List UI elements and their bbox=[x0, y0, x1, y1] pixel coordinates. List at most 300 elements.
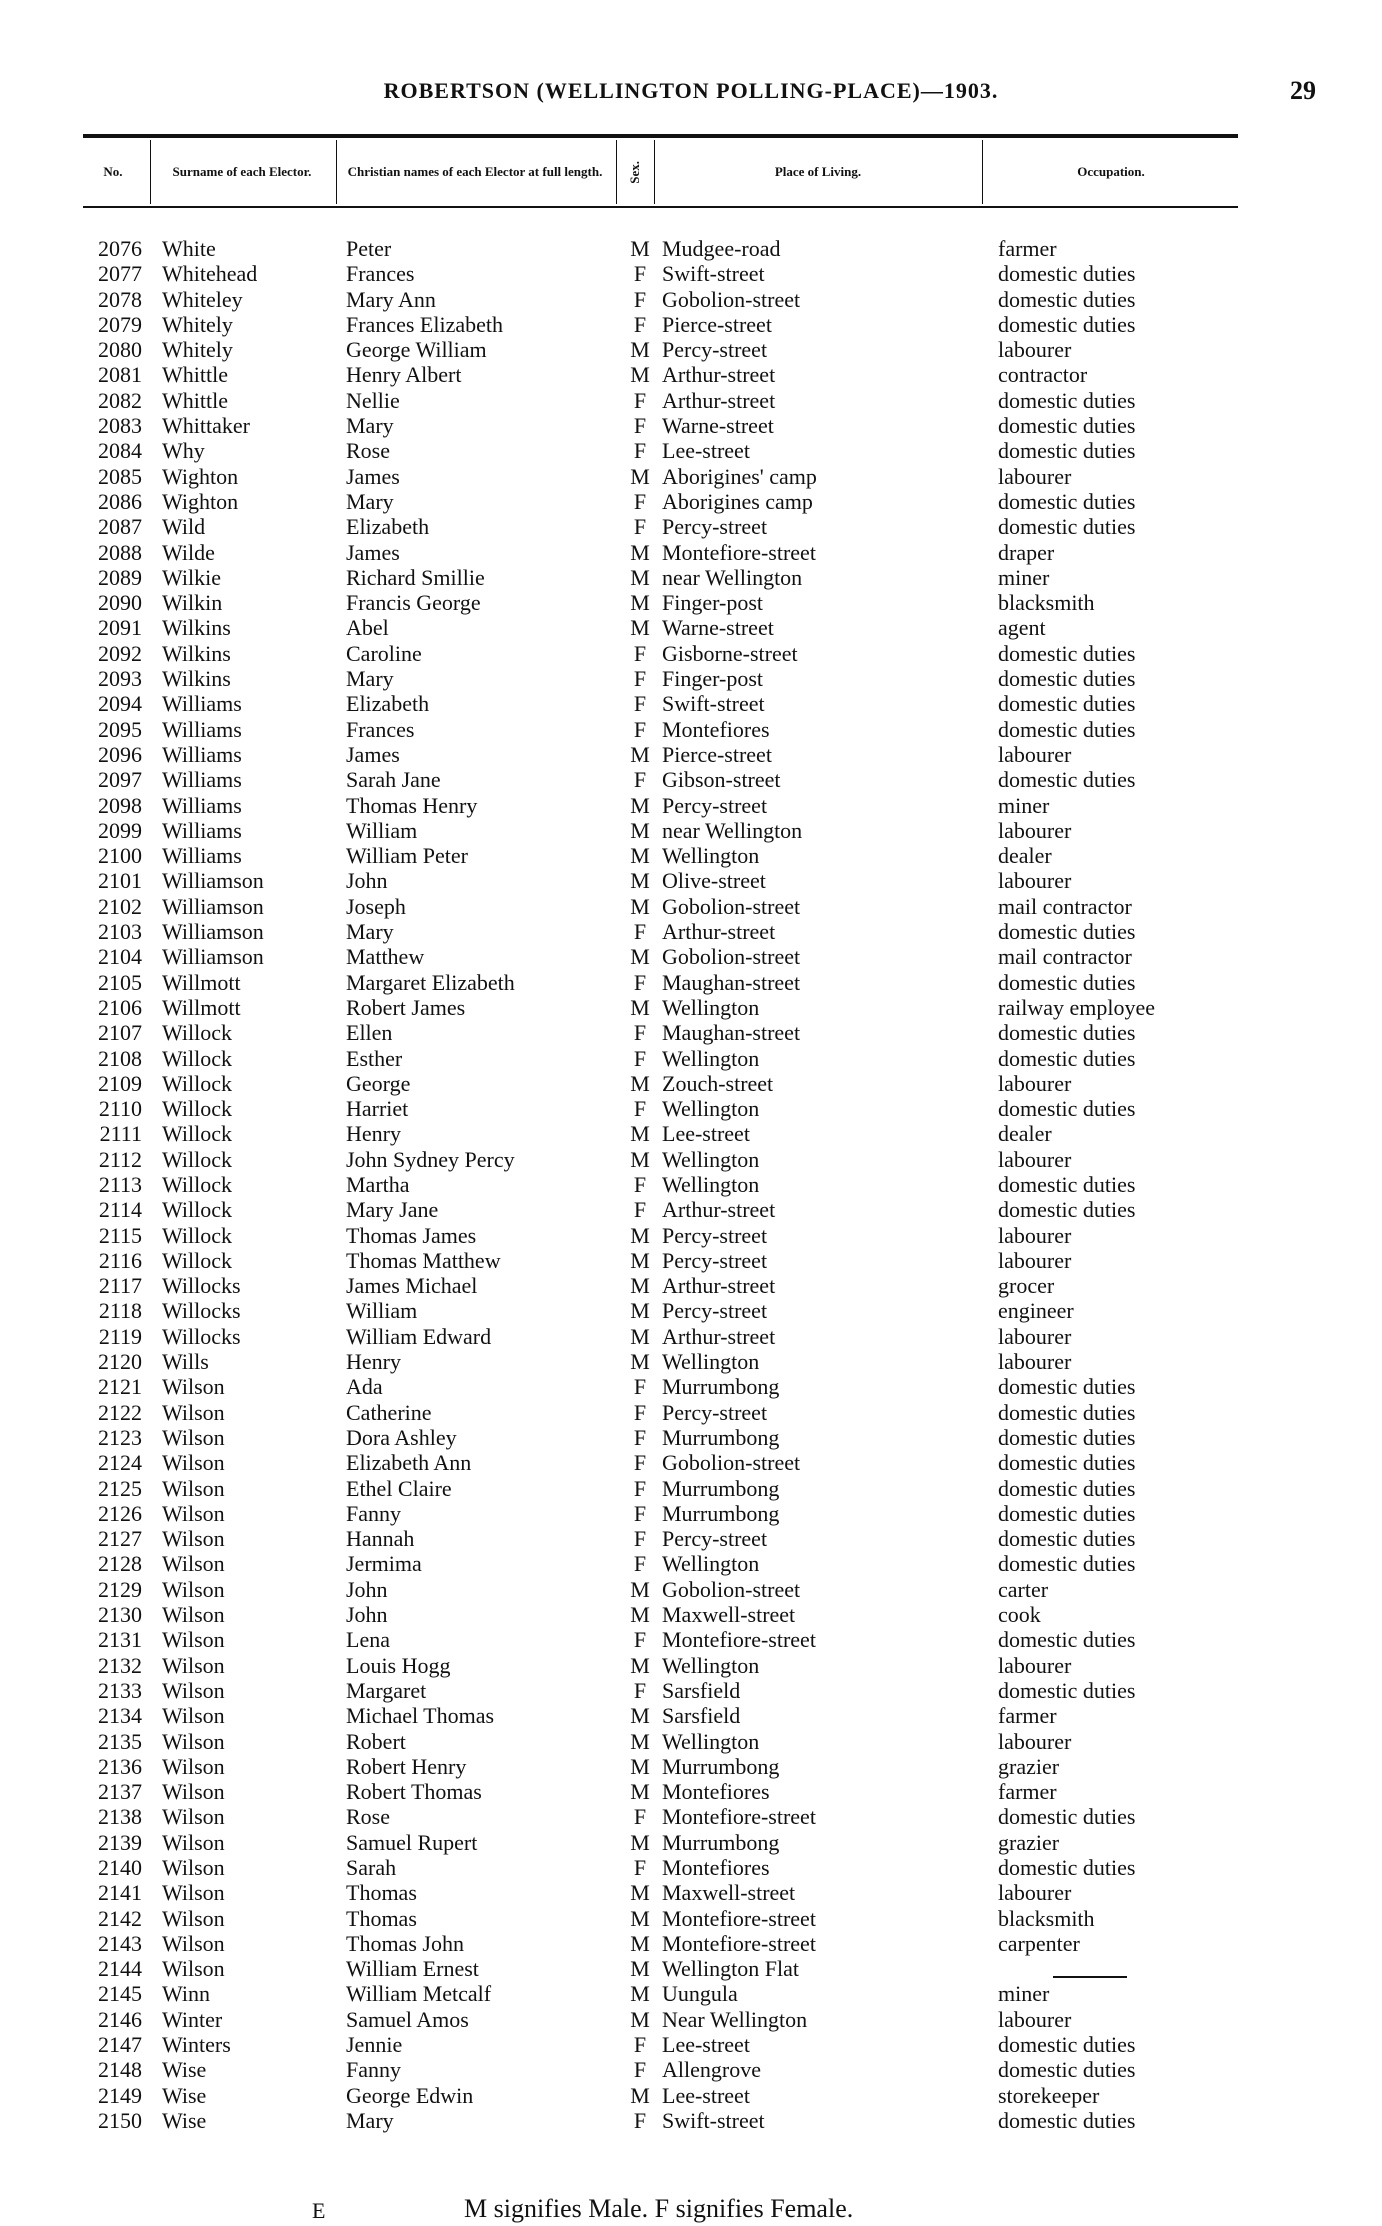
elector-place-of-living: Aborigines' camp bbox=[662, 463, 817, 489]
elector-sex: M bbox=[630, 1070, 650, 1096]
elector-surname: Wilson bbox=[162, 1627, 225, 1653]
elector-surname: Wilson bbox=[162, 1779, 225, 1805]
elector-surname: Williams bbox=[162, 691, 242, 717]
elector-sex: M bbox=[630, 2082, 650, 2108]
elector-christian-names: James Michael bbox=[346, 1273, 478, 1299]
elector-number: 2092 bbox=[98, 640, 142, 666]
elector-surname: Willock bbox=[162, 1171, 232, 1197]
elector-surname: Wilkie bbox=[162, 564, 221, 590]
elector-surname: Winn bbox=[162, 1981, 210, 2007]
elector-surname: Whitely bbox=[162, 337, 233, 363]
column-divider bbox=[150, 140, 151, 204]
elector-surname: Whittle bbox=[162, 362, 228, 388]
column-header-occupation: Occupation. bbox=[1077, 164, 1145, 180]
elector-christian-names: Mary bbox=[346, 488, 394, 514]
elector-place-of-living: Wellington bbox=[662, 1171, 760, 1197]
table-row bbox=[0, 1855, 1382, 1880]
elector-christian-names: Samuel Rupert bbox=[346, 1829, 478, 1855]
elector-place-of-living: Percy-street bbox=[662, 792, 768, 818]
elector-surname: Willocks bbox=[162, 1323, 241, 1349]
elector-sex: M bbox=[630, 236, 650, 261]
elector-place-of-living: Maxwell-street bbox=[662, 1880, 796, 1906]
elector-number: 2136 bbox=[98, 1753, 142, 1779]
elector-place-of-living: Montefiore-street bbox=[662, 1804, 816, 1830]
column-divider bbox=[982, 140, 983, 204]
table-row bbox=[0, 767, 1382, 792]
elector-occupation: domestic duties bbox=[998, 1500, 1136, 1526]
elector-sex: M bbox=[630, 1829, 650, 1855]
elector-surname: Wilson bbox=[162, 1652, 225, 1678]
elector-sex: F bbox=[633, 1374, 647, 1400]
elector-sex: F bbox=[633, 1450, 647, 1476]
elector-sex: F bbox=[633, 1020, 647, 1046]
elector-surname: Wilson bbox=[162, 1677, 225, 1703]
elector-sex: M bbox=[630, 1956, 650, 1982]
elector-surname: Wild bbox=[162, 514, 206, 540]
elector-place-of-living: Percy-street bbox=[662, 1222, 768, 1248]
elector-christian-names: James bbox=[346, 539, 400, 565]
elector-surname: Whiteley bbox=[162, 286, 243, 312]
elector-sex: M bbox=[630, 792, 650, 818]
elector-christian-names: James bbox=[346, 741, 400, 767]
elector-surname: Wilkins bbox=[162, 615, 231, 641]
elector-christian-names: William Ernest bbox=[346, 1956, 479, 1982]
elector-christian-names: Jennie bbox=[346, 2032, 403, 2058]
table-row bbox=[0, 2057, 1382, 2082]
elector-sex: F bbox=[633, 311, 647, 337]
table-row bbox=[0, 590, 1382, 615]
elector-number: 2102 bbox=[98, 893, 142, 919]
elector-occupation: dealer bbox=[998, 843, 1052, 869]
elector-sex: F bbox=[633, 1424, 647, 1450]
elector-surname: Wilkins bbox=[162, 666, 231, 692]
elector-sex: F bbox=[633, 514, 647, 540]
elector-occupation: labourer bbox=[998, 1652, 1072, 1678]
elector-number: 2124 bbox=[98, 1450, 142, 1476]
elector-christian-names: Peter bbox=[346, 236, 392, 261]
elector-christian-names: Dora Ashley bbox=[346, 1424, 457, 1450]
elector-sex: F bbox=[633, 691, 647, 717]
elector-occupation: domestic duties bbox=[998, 1804, 1136, 1830]
elector-place-of-living: Wellington Flat bbox=[662, 1956, 799, 1982]
elector-christian-names: Thomas bbox=[346, 1905, 417, 1931]
elector-occupation: miner bbox=[998, 564, 1050, 590]
elector-christian-names: George Edwin bbox=[346, 2082, 474, 2108]
column-divider bbox=[616, 140, 617, 204]
elector-place-of-living: Allengrove bbox=[662, 2057, 761, 2083]
elector-number: 2093 bbox=[98, 666, 142, 692]
elector-number: 2135 bbox=[98, 1728, 142, 1754]
elector-christian-names: Robert Henry bbox=[346, 1753, 467, 1779]
table-row bbox=[0, 1804, 1382, 1829]
table-row bbox=[0, 514, 1382, 539]
elector-occupation: domestic duties bbox=[998, 1020, 1136, 1046]
elector-occupation: engineer bbox=[998, 1298, 1074, 1324]
elector-number: 2126 bbox=[98, 1500, 142, 1526]
elector-christian-names: Martha bbox=[346, 1171, 410, 1197]
elector-number: 2119 bbox=[98, 1323, 142, 1349]
table-row bbox=[0, 1096, 1382, 1121]
elector-number: 2077 bbox=[98, 261, 142, 287]
footer-sex-legend: M signifies Male. F signifies Female. bbox=[464, 2194, 854, 2223]
elector-place-of-living: Montefiores bbox=[662, 716, 770, 742]
elector-occupation: domestic duties bbox=[998, 1374, 1136, 1400]
elector-surname: Wilson bbox=[162, 1450, 225, 1476]
elector-occupation: domestic duties bbox=[998, 2032, 1136, 2058]
table-row bbox=[0, 1121, 1382, 1146]
elector-occupation: labourer bbox=[998, 868, 1072, 894]
elector-occupation: mail contractor bbox=[998, 944, 1132, 970]
elector-surname: Wise bbox=[162, 2107, 207, 2133]
elector-number: 2110 bbox=[98, 1096, 142, 1122]
table-row bbox=[0, 1981, 1382, 2006]
elector-christian-names: Abel bbox=[346, 615, 389, 641]
elector-christian-names: John bbox=[346, 1576, 388, 1602]
elector-sex: F bbox=[633, 438, 647, 464]
table-row bbox=[0, 1577, 1382, 1602]
elector-occupation: labourer bbox=[998, 817, 1072, 843]
elector-occupation: domestic duties bbox=[998, 387, 1136, 413]
elector-place-of-living: Swift-street bbox=[662, 261, 765, 287]
elector-number: 2122 bbox=[98, 1399, 142, 1425]
elector-christian-names: Thomas James bbox=[346, 1222, 477, 1248]
elector-number: 2078 bbox=[98, 286, 142, 312]
elector-number: 2090 bbox=[98, 590, 142, 616]
elector-sex: F bbox=[633, 2032, 647, 2058]
elector-christian-names: Ellen bbox=[346, 1020, 393, 1046]
elector-christian-names: Mary Jane bbox=[346, 1197, 439, 1223]
elector-number: 2121 bbox=[98, 1374, 142, 1400]
elector-surname: Wilson bbox=[162, 1526, 225, 1552]
elector-number: 2149 bbox=[98, 2082, 142, 2108]
elector-christian-names: Thomas John bbox=[346, 1930, 464, 1956]
elector-place-of-living: Arthur-street bbox=[662, 1273, 776, 1299]
elector-number: 2104 bbox=[98, 944, 142, 970]
elector-place-of-living: Wellington bbox=[662, 994, 760, 1020]
elector-surname: Whitely bbox=[162, 311, 233, 337]
elector-occupation: blacksmith bbox=[998, 1905, 1095, 1931]
elector-place-of-living: Gobolion-street bbox=[662, 1576, 801, 1602]
elector-occupation: domestic duties bbox=[998, 767, 1136, 793]
table-row bbox=[0, 337, 1382, 362]
elector-christian-names: Caroline bbox=[346, 640, 422, 666]
elector-sex: F bbox=[633, 666, 647, 692]
elector-place-of-living: Percy-street bbox=[662, 1526, 768, 1552]
elector-number: 2138 bbox=[98, 1804, 142, 1830]
elector-occupation: carter bbox=[998, 1576, 1049, 1602]
elector-occupation: domestic duties bbox=[998, 2057, 1136, 2083]
elector-place-of-living: Percy-street bbox=[662, 1399, 768, 1425]
elector-christian-names: Sarah bbox=[346, 1855, 397, 1880]
elector-number: 2097 bbox=[98, 767, 142, 793]
elector-number: 2099 bbox=[98, 817, 142, 843]
elector-occupation: labourer bbox=[998, 1070, 1072, 1096]
table-row bbox=[0, 1880, 1382, 1905]
elector-number: 2125 bbox=[98, 1475, 142, 1501]
table-row bbox=[0, 1020, 1382, 1045]
elector-surname: Wilkin bbox=[162, 590, 223, 616]
elector-number: 2132 bbox=[98, 1652, 142, 1678]
elector-sex: M bbox=[630, 1222, 650, 1248]
table-row bbox=[0, 717, 1382, 742]
column-header-sex: Sex. bbox=[627, 160, 643, 184]
elector-sex: M bbox=[630, 1298, 650, 1324]
elector-sex: M bbox=[630, 1121, 650, 1147]
elector-number: 2095 bbox=[98, 716, 142, 742]
elector-surname: Wilson bbox=[162, 1500, 225, 1526]
elector-place-of-living: Wellington bbox=[662, 1652, 760, 1678]
elector-number: 2080 bbox=[98, 337, 142, 363]
elector-christian-names: John Sydney Percy bbox=[346, 1146, 515, 1172]
elector-surname: Wilson bbox=[162, 1602, 225, 1628]
elector-surname: Wilson bbox=[162, 1551, 225, 1577]
table-row bbox=[0, 1147, 1382, 1172]
elector-number: 2086 bbox=[98, 488, 142, 514]
header-top-rule bbox=[83, 134, 1238, 138]
elector-occupation: storekeeper bbox=[998, 2082, 1100, 2108]
table-row bbox=[0, 261, 1382, 286]
elector-sex: M bbox=[630, 1652, 650, 1678]
elector-occupation: domestic duties bbox=[998, 1855, 1136, 1880]
elector-occupation: domestic duties bbox=[998, 438, 1136, 464]
elector-occupation: farmer bbox=[998, 1779, 1057, 1805]
table-row bbox=[0, 2108, 1382, 2133]
elector-surname: Whittle bbox=[162, 387, 228, 413]
elector-occupation: domestic duties bbox=[998, 716, 1136, 742]
elector-surname: Why bbox=[162, 438, 205, 464]
table-row bbox=[0, 1273, 1382, 1298]
elector-christian-names: Ethel Claire bbox=[346, 1475, 452, 1501]
elector-occupation: domestic duties bbox=[998, 691, 1136, 717]
elector-sex: M bbox=[630, 1146, 650, 1172]
elector-number: 2094 bbox=[98, 691, 142, 717]
table-row bbox=[0, 818, 1382, 843]
table-row bbox=[0, 540, 1382, 565]
elector-number: 2084 bbox=[98, 438, 142, 464]
elector-place-of-living: Wellington bbox=[662, 1349, 760, 1375]
elector-christian-names: Rose bbox=[346, 438, 390, 464]
elector-place-of-living: near Wellington bbox=[662, 817, 803, 843]
elector-number: 2148 bbox=[98, 2057, 142, 2083]
elector-occupation: miner bbox=[998, 792, 1050, 818]
table-row bbox=[0, 1476, 1382, 1501]
elector-number: 2091 bbox=[98, 615, 142, 641]
table-row bbox=[0, 1779, 1382, 1804]
elector-surname: Willocks bbox=[162, 1298, 241, 1324]
table-row bbox=[0, 894, 1382, 919]
column-header-surname: Surname of each Elector. bbox=[172, 164, 312, 180]
elector-place-of-living: Montefiore-street bbox=[662, 1930, 816, 1956]
elector-place-of-living: Gobolion-street bbox=[662, 1450, 801, 1476]
table-row bbox=[0, 1729, 1382, 1754]
elector-sex: M bbox=[630, 1981, 650, 2007]
elector-christian-names: Thomas Matthew bbox=[346, 1247, 501, 1273]
elector-sex: F bbox=[633, 1855, 647, 1880]
elector-occupation: labourer bbox=[998, 1247, 1072, 1273]
elector-number: 2113 bbox=[98, 1171, 142, 1197]
elector-sex: F bbox=[633, 767, 647, 793]
elector-occupation: domestic duties bbox=[998, 1197, 1136, 1223]
elector-christian-names: Robert bbox=[346, 1728, 406, 1754]
elector-place-of-living: Montefiore-street bbox=[662, 1905, 816, 1931]
elector-occupation: domestic duties bbox=[998, 1424, 1136, 1450]
table-row bbox=[0, 236, 1382, 261]
elector-surname: Wilson bbox=[162, 1475, 225, 1501]
elector-occupation: cook bbox=[998, 1602, 1041, 1628]
elector-place-of-living: Murrumbong bbox=[662, 1829, 780, 1855]
elector-occupation: contractor bbox=[998, 362, 1088, 388]
elector-number: 2111 bbox=[99, 1121, 142, 1147]
elector-surname: Willmott bbox=[162, 969, 241, 995]
elector-place-of-living: Warne-street bbox=[662, 413, 774, 439]
table-row bbox=[0, 1627, 1382, 1652]
elector-christian-names: Rose bbox=[346, 1804, 390, 1830]
elector-place-of-living: Gibson-street bbox=[662, 767, 781, 793]
table-row bbox=[0, 1906, 1382, 1931]
elector-surname: Williamson bbox=[162, 893, 264, 919]
elector-number: 2131 bbox=[98, 1627, 142, 1653]
elector-occupation: domestic duties bbox=[998, 1171, 1136, 1197]
elector-sex: F bbox=[633, 1171, 647, 1197]
elector-christian-names: Michael Thomas bbox=[346, 1703, 495, 1729]
elector-place-of-living: Gobolion-street bbox=[662, 944, 801, 970]
elector-number: 2101 bbox=[98, 868, 142, 894]
elector-surname: Whitehead bbox=[162, 261, 258, 287]
elector-sex: M bbox=[630, 741, 650, 767]
elector-surname: Wilkins bbox=[162, 640, 231, 666]
elector-number: 2109 bbox=[98, 1070, 142, 1096]
table-row bbox=[0, 1400, 1382, 1425]
elector-place-of-living: Sarsfield bbox=[662, 1703, 741, 1729]
elector-surname: Wilson bbox=[162, 1399, 225, 1425]
elector-surname: Wilson bbox=[162, 1753, 225, 1779]
elector-place-of-living: Lee-street bbox=[662, 2082, 750, 2108]
elector-place-of-living: Gisborne-street bbox=[662, 640, 798, 666]
elector-christian-names: Hannah bbox=[346, 1526, 415, 1552]
elector-sex: F bbox=[633, 1197, 647, 1223]
elector-occupation: farmer bbox=[998, 236, 1057, 261]
elector-christian-names: John bbox=[346, 868, 388, 894]
elector-sex: M bbox=[630, 463, 650, 489]
elector-number: 2120 bbox=[98, 1349, 142, 1375]
elector-christian-names: Sarah Jane bbox=[346, 767, 441, 793]
elector-surname: Willmott bbox=[162, 994, 241, 1020]
column-header-no: No. bbox=[103, 164, 123, 180]
elector-christian-names: Elizabeth Ann bbox=[346, 1450, 472, 1476]
elector-number: 2130 bbox=[98, 1602, 142, 1628]
elector-sex: M bbox=[630, 994, 650, 1020]
elector-occupation: domestic duties bbox=[998, 311, 1136, 337]
elector-sex: M bbox=[630, 868, 650, 894]
elector-sex: M bbox=[630, 843, 650, 869]
elector-occupation: dealer bbox=[998, 1121, 1052, 1147]
elector-sex: M bbox=[630, 1880, 650, 1906]
blank-occupation-dash bbox=[1053, 1976, 1127, 1978]
elector-occupation: domestic duties bbox=[998, 514, 1136, 540]
elector-surname: Willock bbox=[162, 1247, 232, 1273]
elector-christian-names: Joseph bbox=[346, 893, 406, 919]
elector-sex: M bbox=[630, 944, 650, 970]
elector-number: 2141 bbox=[98, 1880, 142, 1906]
elector-occupation: grazier bbox=[998, 1753, 1060, 1779]
elector-surname: Williams bbox=[162, 741, 242, 767]
elector-christian-names: Henry bbox=[346, 1121, 401, 1147]
elector-number: 2096 bbox=[98, 741, 142, 767]
elector-place-of-living: Near Wellington bbox=[662, 2006, 808, 2032]
elector-place-of-living: Wellington bbox=[662, 1096, 760, 1122]
elector-number: 2145 bbox=[98, 1981, 142, 2007]
table-row bbox=[0, 1349, 1382, 1374]
elector-christian-names: Thomas Henry bbox=[346, 792, 478, 818]
elector-occupation: labourer bbox=[998, 1728, 1072, 1754]
elector-surname: Williams bbox=[162, 792, 242, 818]
table-row bbox=[0, 1223, 1382, 1248]
elector-number: 2082 bbox=[98, 387, 142, 413]
elector-place-of-living: Pierce-street bbox=[662, 741, 772, 767]
elector-sex: F bbox=[633, 1677, 647, 1703]
elector-christian-names: Fanny bbox=[346, 1500, 401, 1526]
elector-surname: Willock bbox=[162, 1020, 232, 1046]
elector-sex: F bbox=[633, 1551, 647, 1577]
elector-occupation: domestic duties bbox=[998, 640, 1136, 666]
elector-surname: Willock bbox=[162, 1070, 232, 1096]
elector-number: 2115 bbox=[98, 1222, 142, 1248]
elector-surname: Wilson bbox=[162, 1728, 225, 1754]
column-divider bbox=[654, 140, 655, 204]
elector-occupation: labourer bbox=[998, 1146, 1072, 1172]
elector-occupation: miner bbox=[998, 1981, 1050, 2007]
elector-place-of-living: Maxwell-street bbox=[662, 1602, 796, 1628]
elector-occupation: domestic duties bbox=[998, 969, 1136, 995]
table-row bbox=[0, 1931, 1382, 1956]
elector-number: 2117 bbox=[98, 1273, 142, 1299]
elector-sex: M bbox=[630, 564, 650, 590]
elector-occupation: domestic duties bbox=[998, 488, 1136, 514]
elector-number: 2088 bbox=[98, 539, 142, 565]
page-number: 29 bbox=[1290, 76, 1316, 105]
elector-christian-names: Mary Ann bbox=[346, 286, 436, 312]
elector-place-of-living: Montefiores bbox=[662, 1855, 770, 1880]
elector-occupation: domestic duties bbox=[998, 666, 1136, 692]
elector-christian-names: Lena bbox=[346, 1627, 390, 1653]
elector-christian-names: Robert Thomas bbox=[346, 1779, 482, 1805]
elector-christian-names: Henry Albert bbox=[346, 362, 462, 388]
elector-sex: F bbox=[633, 387, 647, 413]
elector-sex: M bbox=[630, 590, 650, 616]
elector-surname: Willock bbox=[162, 1045, 232, 1071]
elector-sex: F bbox=[633, 969, 647, 995]
elector-christian-names: Elizabeth bbox=[346, 691, 430, 717]
elector-sex: M bbox=[630, 1576, 650, 1602]
table-row bbox=[0, 2032, 1382, 2057]
table-row bbox=[0, 438, 1382, 463]
table-row bbox=[0, 2007, 1382, 2032]
elector-place-of-living: Wellington bbox=[662, 1551, 760, 1577]
elector-occupation: labourer bbox=[998, 463, 1072, 489]
elector-christian-names: James bbox=[346, 463, 400, 489]
table-row bbox=[0, 464, 1382, 489]
elector-surname: Willock bbox=[162, 1121, 232, 1147]
table-row bbox=[0, 615, 1382, 640]
elector-place-of-living: Murrumbong bbox=[662, 1500, 780, 1526]
elector-number: 2142 bbox=[98, 1905, 142, 1931]
elector-occupation: agent bbox=[998, 615, 1046, 641]
elector-place-of-living: Wellington bbox=[662, 1146, 760, 1172]
table-row bbox=[0, 666, 1382, 691]
elector-place-of-living: Percy-street bbox=[662, 1298, 768, 1324]
elector-surname: Williams bbox=[162, 843, 242, 869]
elector-number: 2140 bbox=[98, 1855, 142, 1880]
